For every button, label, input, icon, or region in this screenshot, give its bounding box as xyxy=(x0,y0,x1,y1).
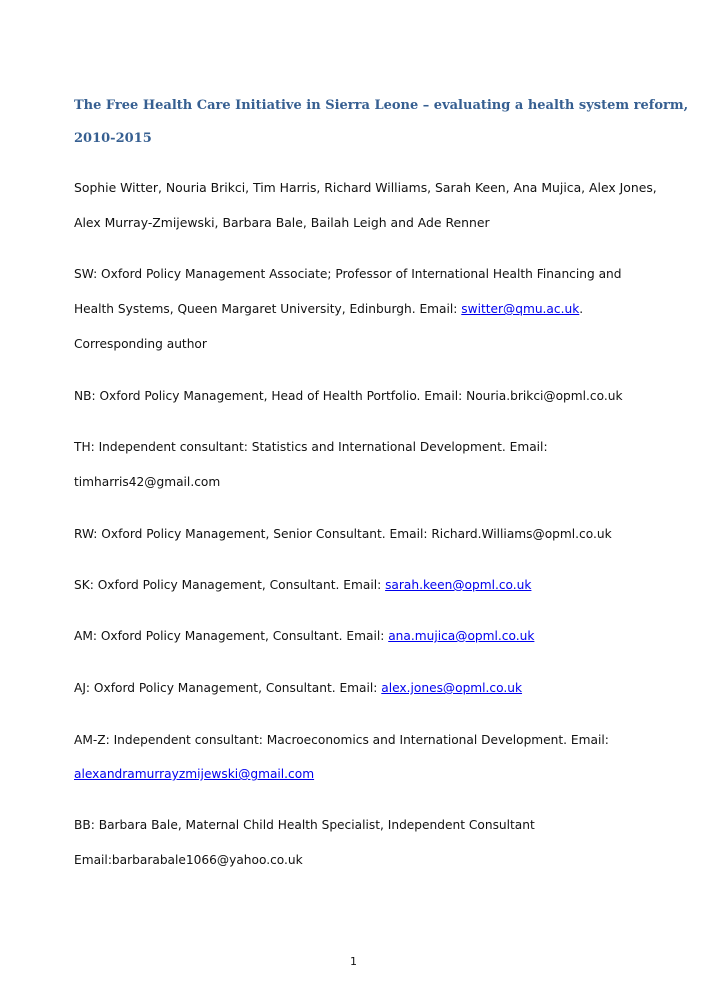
email-link-sw[interactable]: switter@qmu.ac.uk xyxy=(461,302,580,316)
affiliation-nb: NB: Oxford Policy Management, Head of Health Portfolio. Email: Nouria.brikci@opml.co.uk xyxy=(74,389,623,403)
affiliation-sw-line-2 xyxy=(74,303,674,315)
corresponding-author-note: Corresponding author xyxy=(74,337,207,351)
affiliation-am xyxy=(74,630,674,642)
email-link-amz[interactable]: alexandramurrayzmijewski@gmail.com xyxy=(74,767,315,781)
affiliation-aj xyxy=(74,682,674,694)
affiliation-amz-line-1: AM-Z: Independent consultant: Macroeconomics and International Development. Email: xyxy=(74,733,609,747)
author-list-line-2: Alex Murray-Zmijewski, Barbara Bale, Bailah Leigh and Ade Renner xyxy=(74,215,490,230)
affiliation-am-text: AM: Oxford Policy Management, Consultant. Email: xyxy=(74,629,389,643)
affiliation-sw-period: . xyxy=(579,302,584,316)
affiliation-sk-text: SK: Oxford Policy Management, Consultant. Email: xyxy=(74,578,386,592)
email-link-sk[interactable]: sarah.keen@opml.co.uk xyxy=(385,578,532,592)
page-number: 1 xyxy=(350,955,357,968)
affiliation-aj-text: AJ: Oxford Policy Management, Consultant. Email: xyxy=(74,681,382,695)
affiliation-th-email: timharris42@gmail.com xyxy=(74,475,221,489)
affiliation-rw: RW: Oxford Policy Management, Senior Consultant. Email: Richard.Williams@opml.co.uk xyxy=(74,527,612,541)
email-link-am[interactable]: ana.mujica@opml.co.uk xyxy=(388,629,535,643)
paper-title-line-2: 2010-2015 xyxy=(74,131,152,146)
email-link-aj[interactable]: alex.jones@opml.co.uk xyxy=(381,681,523,695)
affiliation-sw-line-1: SW: Oxford Policy Management Associate; Professor of International Health Financing and xyxy=(74,267,622,281)
paper-title-line-1: The Free Health Care Initiative in Sierra Leone – evaluating a health system reform, xyxy=(74,98,689,113)
affiliation-bb-line-1: BB: Barbara Bale, Maternal Child Health Specialist, Independent Consultant xyxy=(74,818,535,832)
affiliation-sk xyxy=(74,579,674,591)
affiliation-sw-text: Health Systems, Queen Margaret University, Edinburgh. Email: xyxy=(74,302,462,316)
author-list-line-1: Sophie Witter, Nouria Brikci, Tim Harris, Richard Williams, Sarah Keen, Ana Mujica, Alex Jones, xyxy=(74,180,657,195)
affiliation-amz-line-2 xyxy=(74,768,674,780)
affiliation-bb-email: Email:barbarabale1066@yahoo.co.uk xyxy=(74,853,303,867)
affiliation-th-line-1: TH: Independent consultant: Statistics and International Development. Email: xyxy=(74,440,548,454)
